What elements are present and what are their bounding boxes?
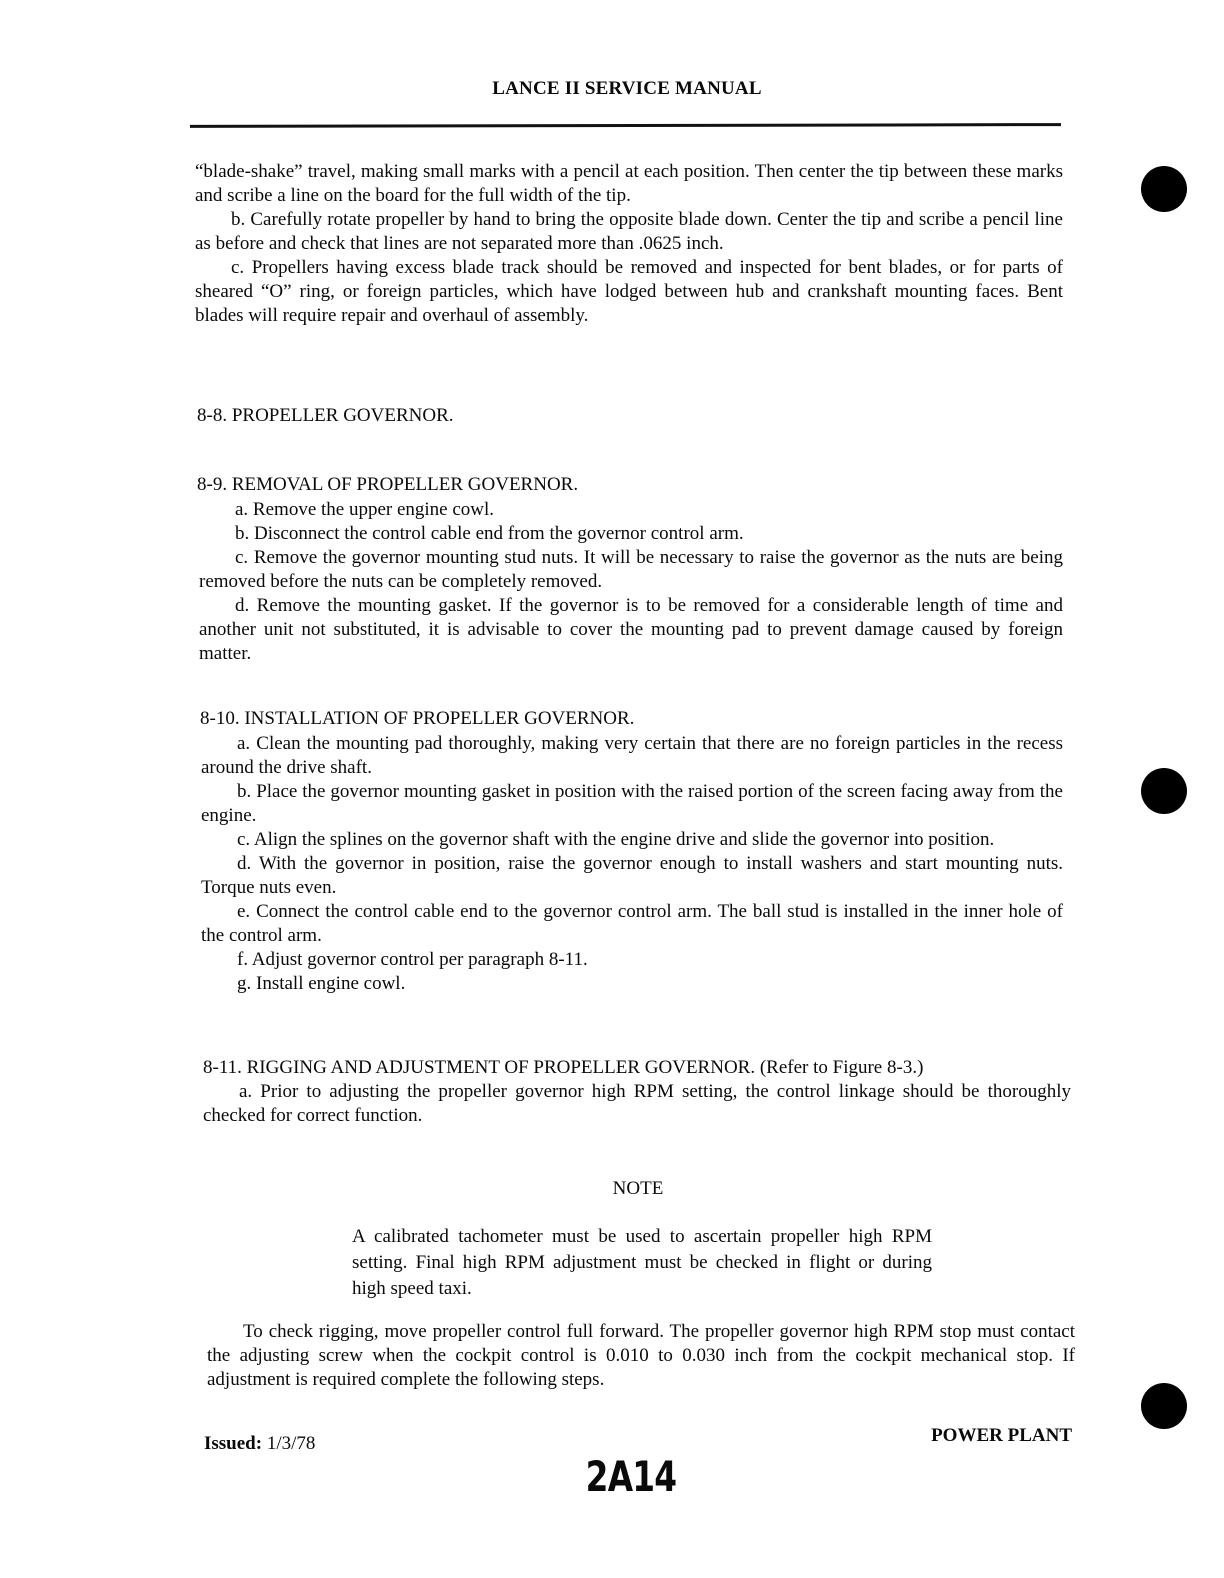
rigging-check-paragraph: To check rigging, move propeller control full forward. The propeller governor high RPM stop must contact the adjusting screw when the cockpit control is 0.010 to 0.030 inch from the cockpit mechanical stop. If adjustment is required complete the following steps.: [207, 1321, 1075, 1390]
list-item: b. Place the governor mounting gasket in position with the raised portion of the screen facing away from the engine.: [201, 781, 1063, 826]
list-item: g. Install engine cowl.: [237, 973, 406, 994]
section-8-11: [203, 1056, 1071, 1128]
note-body: A calibrated tachometer must be used to ascertain propeller high RPM setting. Final high RPM adjustment must be checked in flight or during high speed taxi.: [352, 1226, 932, 1299]
intro-paragraph: “blade-shake” travel, making small marks with a pencil at each position. Then center the tip between these marks and scribe a line on the board for the full width of the tip.: [195, 161, 1063, 206]
step-c-paragraph: c. Propellers having excess blade track should be removed and inspected for bent blades, or for parts of sheared “O” ring, or foreign particles, which have lodged between hub and crankshaft mounting faces. Bent blades will require repair and overhaul of assembly.: [195, 257, 1063, 326]
list-item: a. Clean the mounting pad thoroughly, making very certain that there are no foreign particles in the recess around the drive shaft.: [201, 733, 1063, 778]
list-item: c. Remove the governor mounting stud nuts. It will be necessary to raise the governor as the nuts are being removed before the nuts can be completely removed.: [199, 547, 1063, 592]
issued-label: Issued:: [204, 1433, 263, 1454]
section-8-10-list: [201, 732, 1063, 996]
list-item: f. Adjust governor control per paragraph 8-11.: [237, 949, 588, 970]
punch-hole-middle: [1141, 768, 1187, 814]
section-8-8-heading: 8-8. PROPELLER GOVERNOR.: [197, 405, 454, 426]
header-rule: [190, 123, 1061, 128]
issued-value: 1/3/78: [266, 1433, 316, 1454]
list-item: b. Disconnect the control cable end from the governor control arm.: [235, 523, 744, 544]
punch-hole-top: [1141, 166, 1187, 212]
section-8-10-heading: 8-10. INSTALLATION OF PROPELLER GOVERNOR.: [200, 708, 635, 729]
manual-title: LANCE II SERVICE MANUAL: [492, 78, 762, 99]
section-8-9-heading: 8-9. REMOVAL OF PROPELLER GOVERNOR.: [197, 474, 579, 495]
punch-hole-bottom: [1141, 1383, 1187, 1429]
list-item: a. Remove the upper engine cowl.: [235, 499, 495, 520]
step-a-paragraph: a. Prior to adjusting the propeller governor high RPM setting, the control linkage should be thoroughly checked for correct function.: [203, 1081, 1071, 1126]
intro-text: [195, 160, 1063, 328]
fiche-code: 2A14: [585, 1452, 677, 1501]
note-title: NOTE: [612, 1178, 664, 1199]
section-8-9-list: [199, 498, 1063, 666]
list-item: d. Remove the mounting gasket. If the governor is to be removed for a considerable length of time and another unit not substituted, it is advisable to cover the mounting pad to prevent damage caused by foreign matter.: [199, 595, 1063, 664]
list-item: e. Connect the control cable end to the governor control arm. The ball stud is installed in the inner hole of the control arm.: [201, 901, 1063, 946]
list-item: c. Align the splines on the governor shaft with the engine drive and slide the governor into position.: [237, 829, 995, 850]
section-name: POWER PLANT: [931, 1425, 1072, 1446]
list-item: d. With the governor in position, raise the governor enough to install washers and start mounting nuts. Torque nuts even.: [201, 853, 1063, 898]
section-8-11-heading: 8-11. RIGGING AND ADJUSTMENT OF PROPELLER GOVERNOR. (Refer to Figure 8-3.): [203, 1057, 924, 1078]
step-b-paragraph: b. Carefully rotate propeller by hand to bring the opposite blade down. Center the tip and scribe a pencil line as before and check that lines are not separated more than .0625 inch.: [195, 209, 1063, 254]
